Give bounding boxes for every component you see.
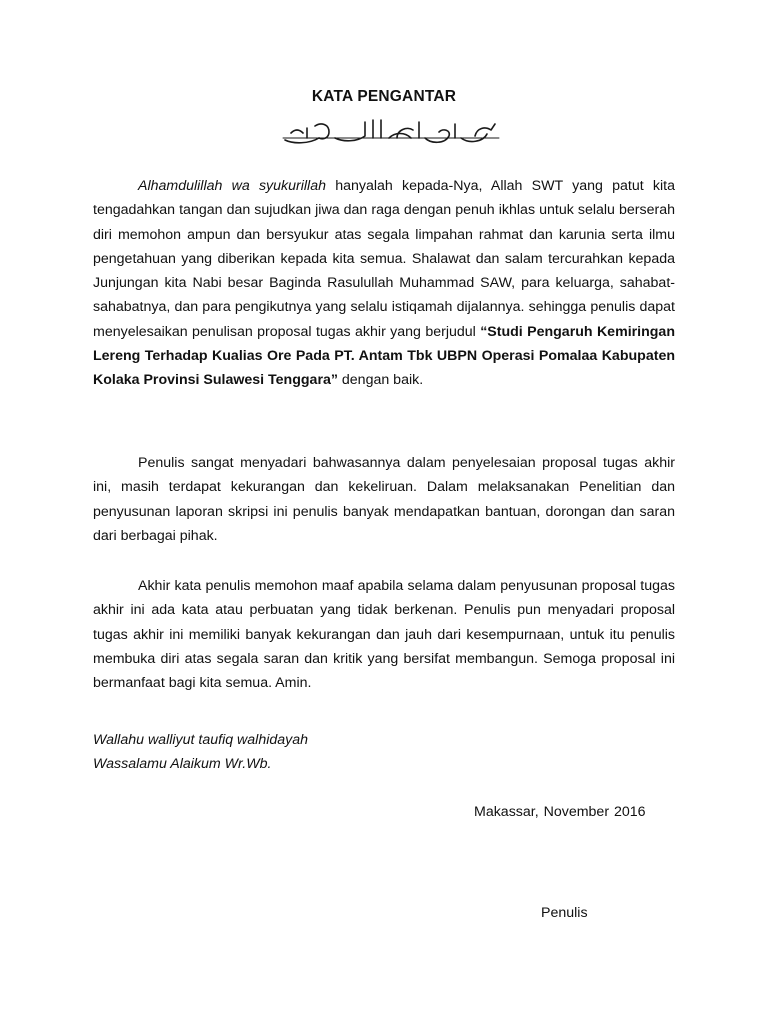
paragraph-3 xyxy=(93,574,675,695)
paragraph-1-italic-opening: Alhamdulillah wa syukurillah xyxy=(138,178,326,194)
paragraph-2-text: Penulis sangat menyadari bahwasannya dalam penyelesaian proposal tugas akhir ini, masih terdapat kekurangan dan kekeliruan. Dalam melaksanakan Penelitian dan penyusunan laporan skripsi ini penulis banyak mendapatkan bantuan, dorongan dan saran dari berbagai pihak. xyxy=(93,455,675,544)
closing-line-2: Wassalamu Alaikum Wr.Wb. xyxy=(93,756,272,772)
closing-salutation xyxy=(93,728,308,776)
paragraph-1-text-b: dengan baik. xyxy=(337,372,424,389)
paragraph-1 xyxy=(93,174,675,393)
place-date: Makassar, November 2016 xyxy=(474,804,646,820)
author-signature: Penulis xyxy=(541,905,588,921)
paragraph-1-text-a: hanyalah kepada-Nya, Allah SWT yang patut kita tengadahkan tangan dan sujudkan jiwa dan raga dengan penuh ikhlas untuk selalu berserah diri memohon ampun dan bersyukur atas segala limpahan rahmat dan karunia serta ilmu pengetahuan yang diberikan kepada kita semua. Shalawat dan salam tercurahkan kepada Junjungan kita Nabi besar Baginda Rasulullah Muhammad SAW, para keluarga, sahabat-sahabatnya, dan para pengikutnya yang selalu istiqamah dijalannya. sehingga penulis dapat menyelesaikan penulisan proposal tugas akhir yang berjudul xyxy=(93,178,675,340)
paragraph-2 xyxy=(93,451,675,548)
page-title: KATA PENGANTAR xyxy=(311,88,457,105)
basmalah-calligraphy xyxy=(279,116,503,150)
closing-line-1: Wallahu walliyut taufiq walhidayah xyxy=(93,732,309,748)
proposal-title: “Studi Pengaruh Kemiringan Lereng Terhadap Kualias Ore Pada PT. Antam Tbk UBPN Operasi Pomalaa Kabupaten Kolaka Provinsi Sulawesi Tenggara” xyxy=(93,323,675,389)
paragraph-3-text: Akhir kata penulis memohon maaf apabila selama dalam penyusunan proposal tugas akhir ini ada kata atau perbuatan yang tidak berkenan. Penulis pun menyadari proposal tugas akhir ini memiliki banyak kekurangan dan jauh dari kesempurnaan, untuk itu penulis membuka diri atas segala saran dan kritik yang bersifat membangun. Semoga proposal ini bermanfaat bagi kita semua. Amin. xyxy=(93,578,675,692)
